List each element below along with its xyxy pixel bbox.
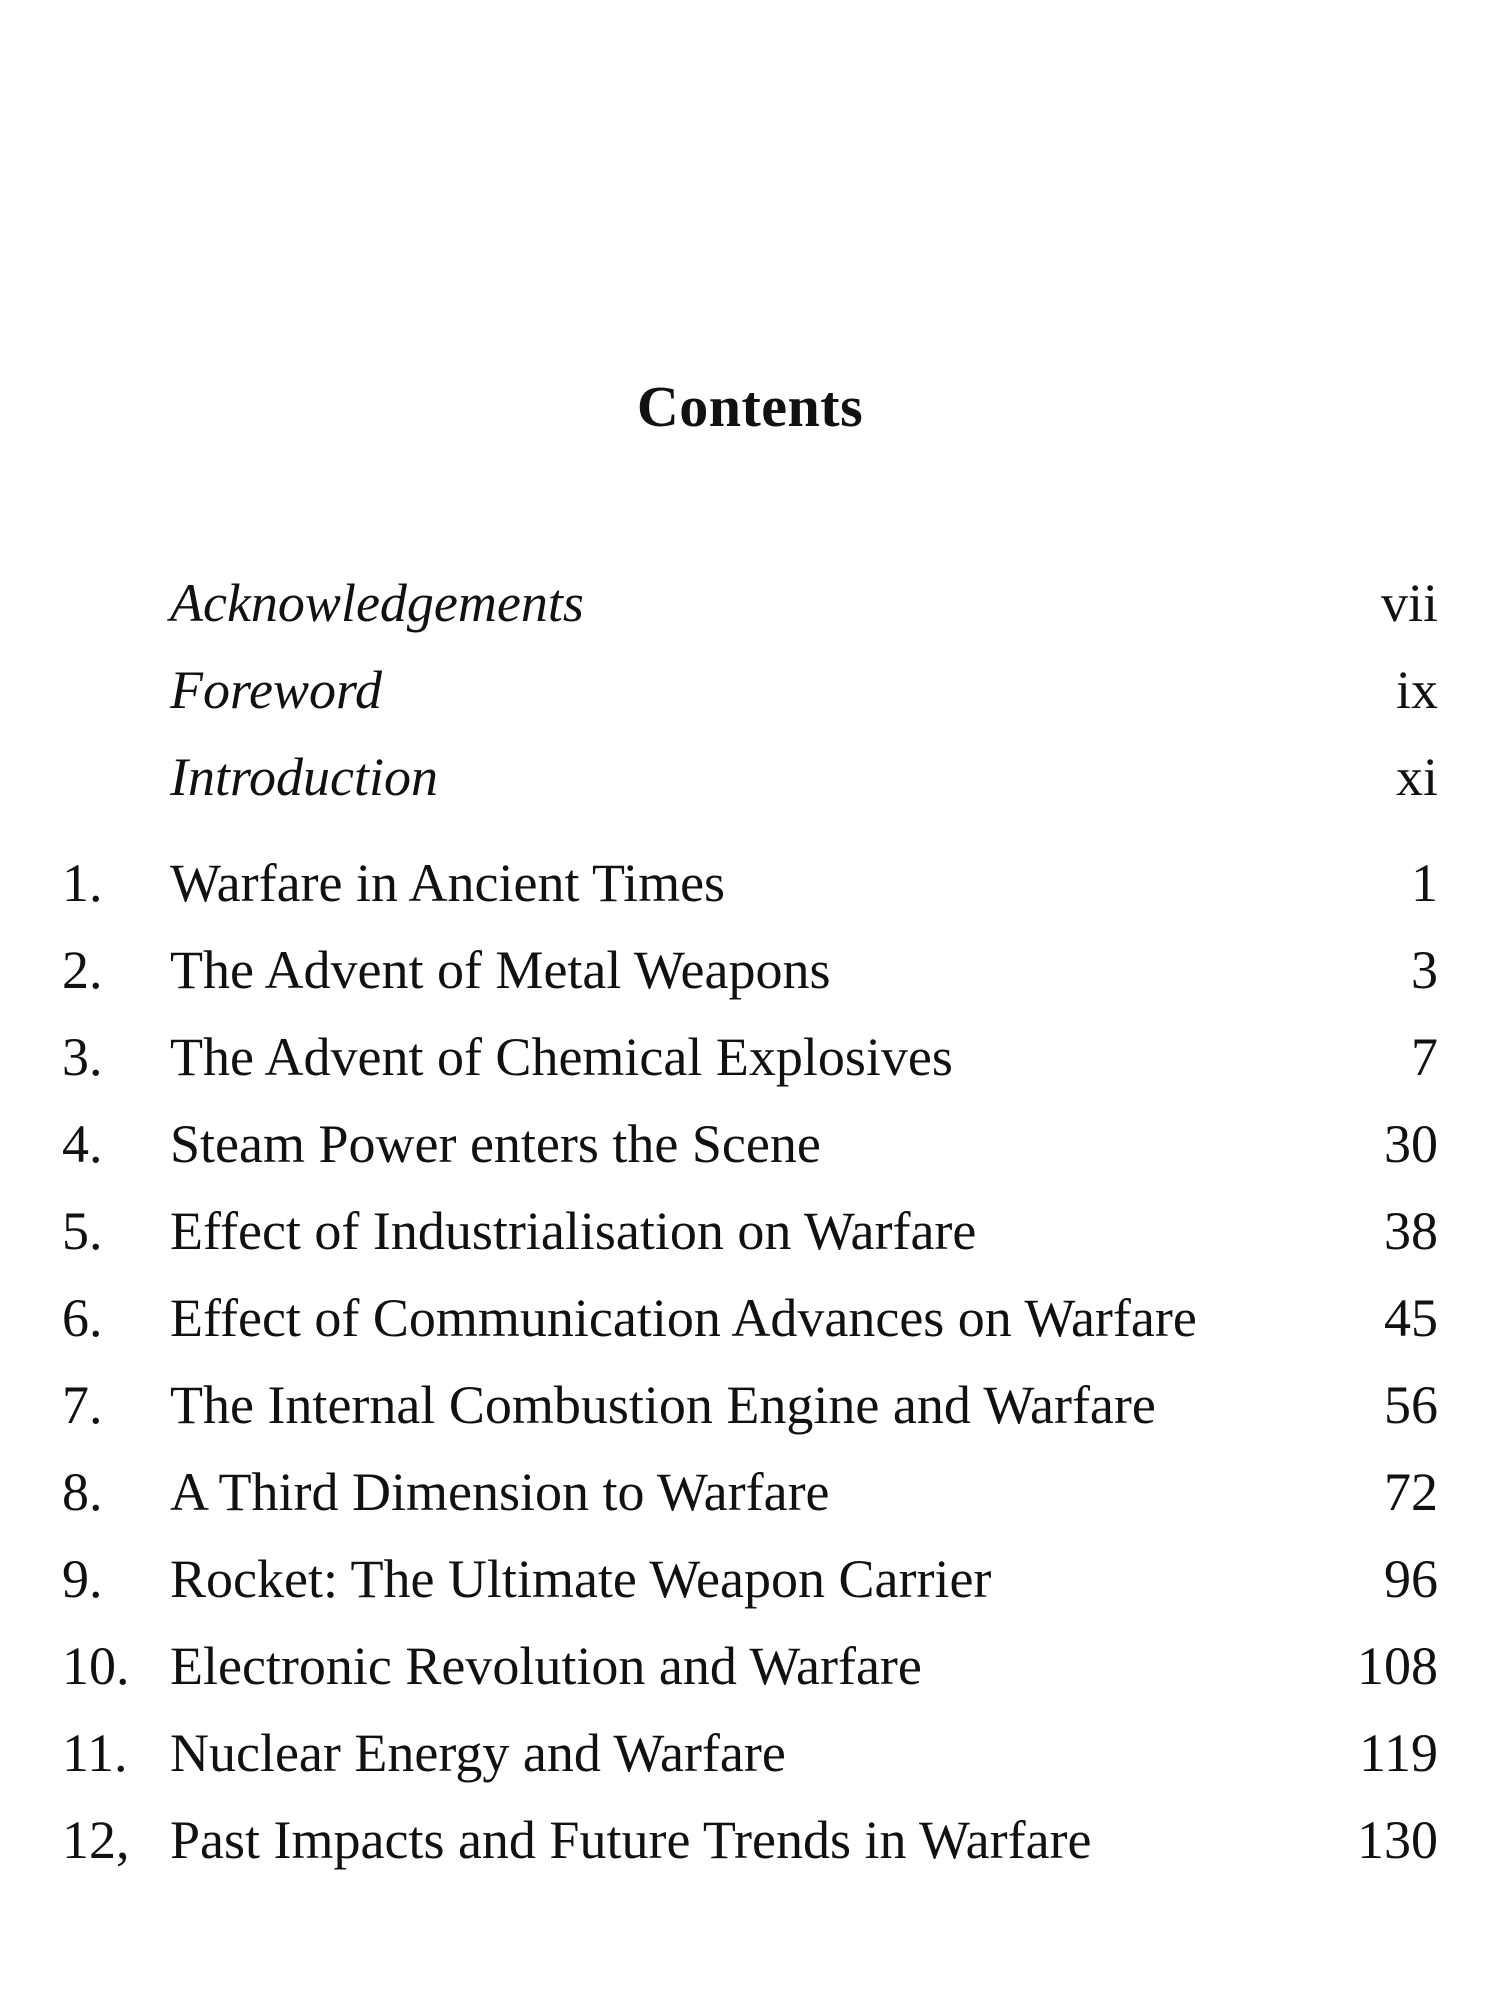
toc-entry-chapter-8[interactable] [0,1457,1500,1527]
chapter-page: 119 [1359,1723,1438,1783]
toc-entry-chapter-9[interactable] [0,1544,1500,1614]
chapter-number: 10. [62,1636,130,1696]
chapter-title: Effect of Industrialisation on Warfare [170,1201,977,1261]
chapter-title: Past Impacts and Future Trends in Warfare [170,1810,1092,1870]
chapter-page: 1 [1411,853,1438,913]
chapter-title: Electronic Revolution and Warfare [170,1636,922,1696]
chapter-title: The Advent of Chemical Explosives [170,1027,953,1087]
page-title: Contents [636,374,864,439]
chapter-number: 11. [62,1723,128,1783]
toc-entry-chapter-5[interactable] [0,1196,1500,1266]
chapter-page: 38 [1384,1201,1438,1261]
chapter-number: 3. [62,1027,103,1087]
chapter-page: 96 [1384,1549,1438,1609]
chapter-title: A Third Dimension to Warfare [170,1462,830,1522]
toc-entry-acknowledgements[interactable] [0,568,1500,638]
toc-entry-chapter-11[interactable] [0,1718,1500,1788]
chapter-number: 4. [62,1114,103,1174]
toc-entry-chapter-10[interactable] [0,1631,1500,1701]
chapter-title: The Advent of Metal Weapons [170,940,831,1000]
chapter-title: Steam Power enters the Scene [170,1114,821,1174]
chapter-number: 7. [62,1375,103,1435]
toc-entry-page: xi [1395,747,1438,807]
chapter-number: 1. [62,853,103,913]
toc-entry-label: Foreword [170,660,382,720]
chapter-number: 2. [62,940,103,1000]
chapter-title: Rocket: The Ultimate Weapon Carrier [170,1549,992,1609]
chapter-number: 6. [62,1288,103,1348]
toc-entry-chapter-1[interactable] [0,848,1500,918]
chapter-title: Warfare in Ancient Times [170,853,726,913]
chapter-number: 5. [62,1201,103,1261]
chapter-page: 7 [1411,1027,1438,1087]
chapter-page: 130 [1357,1810,1438,1870]
toc-entry-chapter-7[interactable] [0,1370,1500,1440]
chapter-page: 56 [1384,1375,1438,1435]
chapter-title: The Internal Combustion Engine and Warfare [170,1375,1156,1435]
chapter-page: 72 [1384,1462,1438,1522]
chapter-number: 9. [62,1549,103,1609]
toc-entry-label: Acknowledgements [170,573,584,633]
chapter-page: 30 [1384,1114,1438,1174]
chapter-page: 45 [1384,1288,1438,1348]
toc-entry-chapter-3[interactable] [0,1022,1500,1092]
toc-entry-chapter-2[interactable] [0,935,1500,1005]
toc-entry-page: vii [1380,573,1438,633]
toc-entry-label: Introduction [170,747,438,807]
chapter-title: Effect of Communication Advances on Warfare [170,1288,1197,1348]
chapter-number: 8. [62,1462,103,1522]
toc-entry-chapter-4[interactable] [0,1109,1500,1179]
toc-entry-chapter-12[interactable] [0,1805,1500,1875]
toc-entry-introduction[interactable] [0,742,1500,812]
chapter-page: 3 [1411,940,1438,1000]
chapter-title: Nuclear Energy and Warfare [170,1723,786,1783]
toc-entry-page: ix [1395,660,1438,720]
toc-entry-foreword[interactable] [0,655,1500,725]
toc-entry-chapter-6[interactable] [0,1283,1500,1353]
chapter-page: 108 [1357,1636,1438,1696]
chapter-number: 12, [62,1810,130,1870]
